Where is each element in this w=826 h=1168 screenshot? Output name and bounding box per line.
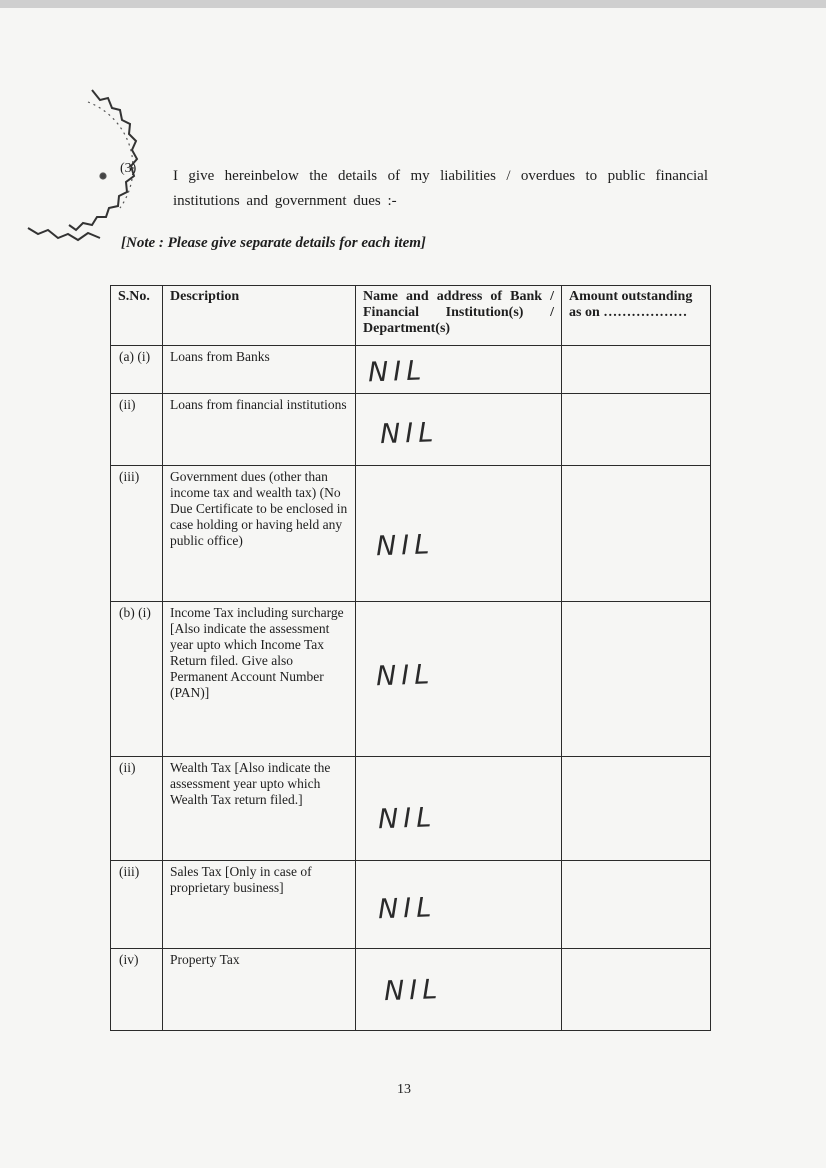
row-name-address-cell — [356, 394, 562, 466]
row-amount — [562, 466, 711, 602]
intro-paragraph: I give hereinbelow the details of my liabilities / overdues to public financial institutions and government dues :- — [173, 168, 708, 209]
row-amount — [562, 757, 711, 861]
row-description: Sales Tax [Only in case of proprietary business] — [163, 861, 356, 949]
row-sno: (iii) — [111, 466, 163, 602]
table-row — [111, 346, 711, 394]
row-amount — [562, 949, 711, 1031]
table-row — [111, 757, 711, 861]
row-amount — [562, 394, 711, 466]
row-amount — [562, 602, 711, 757]
handwritten-nil: NIL — [377, 802, 437, 836]
row-description: Loans from Banks — [163, 346, 356, 394]
row-sno: (iii) — [111, 861, 163, 949]
row-sno: (iv) — [111, 949, 163, 1031]
row-description: Wealth Tax [Also indicate the assessment year upto which Wealth Tax return filed.] — [163, 757, 356, 861]
note-text: [Note : Please give separate details for each item] — [121, 235, 426, 251]
item-number: (3) — [120, 161, 137, 176]
table-row — [111, 602, 711, 757]
row-sno: (b) (i) — [111, 602, 163, 757]
table-header-row — [111, 286, 711, 346]
handwritten-nil: NIL — [367, 355, 427, 389]
table-row — [111, 861, 711, 949]
handwritten-nil: NIL — [383, 974, 443, 1008]
row-name-address-cell — [356, 602, 562, 757]
table-row — [111, 466, 711, 602]
handwritten-nil: NIL — [375, 529, 435, 563]
page-number: 13 — [397, 1082, 411, 1097]
handwritten-nil: NIL — [379, 417, 439, 451]
header-description: Description — [163, 286, 356, 346]
handwritten-nil: NIL — [377, 892, 437, 926]
row-name-address-cell — [356, 949, 562, 1031]
row-description: Income Tax including surcharge [Also indicate the assessment year upto which Income Tax Return filed. Give also Permanent Account Number (PAN)] — [163, 602, 356, 757]
table-row — [111, 949, 711, 1031]
row-sno: (a) (i) — [111, 346, 163, 394]
row-amount — [562, 346, 711, 394]
table-row — [111, 394, 711, 466]
header-amount: Amount outstanding as on ……………… — [562, 286, 711, 346]
header-sno: S.No. — [111, 286, 163, 346]
scan-top-edge — [0, 0, 826, 8]
row-sno: (ii) — [111, 757, 163, 861]
row-sno: (ii) — [111, 394, 163, 466]
row-description: Government dues (other than income tax and wealth tax) (No Due Certificate to be enclosed in case holding or having held any public office) — [163, 466, 356, 602]
row-amount — [562, 861, 711, 949]
row-name-address-cell — [356, 346, 562, 394]
row-name-address-cell — [356, 757, 562, 861]
row-description: Loans from financial institutions — [163, 394, 356, 466]
liabilities-table — [110, 285, 711, 1031]
handwritten-nil: NIL — [375, 659, 435, 693]
row-name-address-cell — [356, 466, 562, 602]
row-name-address-cell — [356, 861, 562, 949]
row-description: Property Tax — [163, 949, 356, 1031]
header-name-address: Name and address of Bank / Financial Institution(s) / Department(s) — [356, 286, 562, 346]
